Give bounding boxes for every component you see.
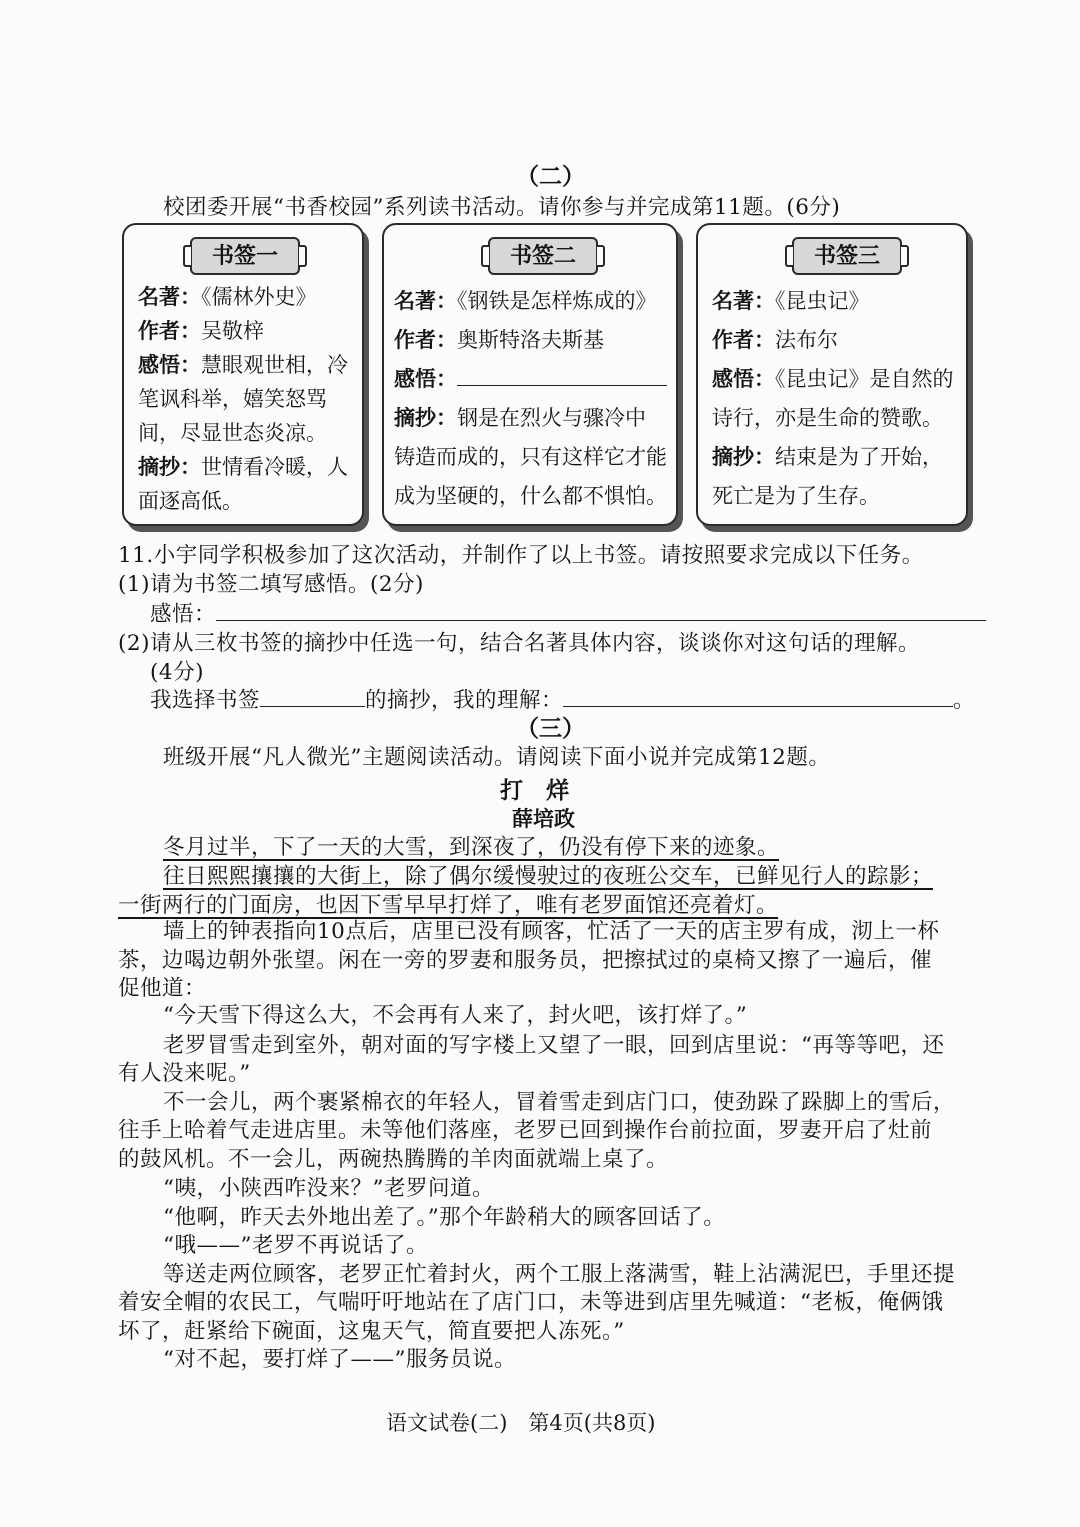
bookmark-line	[712, 363, 954, 393]
field-value: 世情看冷暖，人	[201, 455, 348, 479]
field-label: 作者：	[712, 328, 775, 352]
bookmark-line	[138, 281, 317, 311]
bookmark-line	[712, 285, 870, 315]
field-value: 吴敬梓	[201, 319, 264, 343]
bookmark-title-3: 书签三	[792, 237, 902, 275]
insight-blank[interactable]	[457, 365, 667, 386]
section-intro-2: 校团委开展“书香校园”系列读书活动。请你参与并完成第11题。(6分)	[163, 195, 841, 220]
page-footer: 语文试卷(二) 第4页(共8页)	[386, 1411, 656, 1435]
bookmark-line	[138, 485, 243, 515]
bookmark-line	[712, 480, 880, 510]
story-line: 冬月过半，下了一天的大雪，到深夜了，仍没有停下来的迹象。	[163, 835, 780, 860]
field-value: 铸造而成的，只有这样它才能	[394, 445, 667, 469]
bookmark-line	[138, 383, 327, 413]
field-value: 法布尔	[775, 328, 838, 352]
section-heading-2: （二）	[516, 163, 585, 190]
bookmark-line	[394, 402, 646, 432]
story-line: 不一会儿，两个裹紧棉衣的年轻人，冒着雪走到店门口，使劲跺了跺脚上的雪后，	[163, 1090, 956, 1115]
story-line: 往日熙熙攘攘的大街上，除了偶尔缓慢驶过的夜班公交车，已鲜见行人的踪影；	[163, 864, 934, 889]
story-line: 着安全帽的农民工，气喘吁吁地站在了店门口，未等进到店里先喊道：“老板，俺俩饿	[118, 1290, 944, 1315]
field-value: 死亡是为了生存。	[712, 484, 880, 508]
field-label: 感悟：	[138, 353, 201, 377]
field-value: 《昆虫记》是自然的	[775, 367, 954, 391]
story-line: 一街两行的门面房，也因下雪早早打烊了，唯有老罗面馆还亮着灯。	[118, 893, 779, 918]
field-label: 感悟：	[394, 367, 457, 391]
field-value: 《儒林外史》	[201, 285, 317, 309]
bookmark-title-1: 书签一	[190, 237, 300, 275]
story-line: 等送走两位顾客，老罗正忙着封火，两个工服上落满雪，鞋上沾满泥巴，手里还提	[163, 1262, 956, 1287]
question-11-stem: 11.小宇同学积极参加了这次活动，并制作了以上书签。请按照要求完成以下任务。	[118, 543, 924, 568]
story-line: 有人没来呢。”	[118, 1061, 251, 1086]
question-11-part-2: (2)请从三枚书签的摘抄中任选一句，结合名著具体内容，谈谈你对这句话的理解。	[118, 631, 920, 656]
section-heading-3: （三）	[516, 715, 585, 742]
field-value: 诗行，亦是生命的赞歌。	[712, 406, 943, 430]
field-value: 《钢铁是怎样炼成的》	[457, 289, 657, 313]
bookmark-line	[712, 441, 943, 471]
question-11-part-2-score: (4分)	[150, 660, 204, 685]
story-line: 茶，边喝边朝外张望。闲在一旁的罗妻和服务员，把擦拭过的桌椅又擦了一遍后，催	[118, 948, 933, 973]
answer-middle: 的摘抄，我的理解：	[365, 688, 564, 713]
story-line: “对不起，要打烊了——”服务员说。	[163, 1347, 516, 1372]
field-value: 奥斯特洛夫斯基	[457, 328, 604, 352]
field-value: 笔讽科举，嬉笑怒骂	[138, 387, 327, 411]
answer-blank-insight[interactable]	[216, 600, 986, 621]
field-label: 摘抄：	[138, 455, 201, 479]
bookmark-line	[138, 451, 348, 481]
answer-label: 感悟：	[150, 602, 217, 627]
question-11-part-1: (1)请为书签二填写感悟。(2分)	[118, 572, 424, 597]
story-line: 老罗冒雪走到室外，朝对面的写字楼上又望了一眼，回到店里说：“再等等吧，还	[163, 1033, 945, 1058]
section-intro-3: 班级开展“凡人微光”主题阅读活动。请阅读下面小说并完成第12题。	[163, 745, 831, 770]
story-author: 薛培政	[512, 806, 575, 831]
field-label: 名著：	[712, 289, 775, 313]
bookmark-line	[394, 363, 667, 393]
bookmark-card-2	[382, 223, 678, 526]
bookmark-line	[394, 480, 667, 510]
field-value: 慧眼观世相，冷	[201, 353, 348, 377]
question-11-part-1-answer	[150, 597, 986, 628]
bookmark-line	[138, 417, 327, 447]
field-label: 作者：	[138, 319, 201, 343]
bookmark-card-3	[696, 223, 968, 526]
answer-end: 。	[953, 688, 976, 713]
field-value: 成为坚硬的，什么都不惧怕。	[394, 484, 667, 508]
field-value: 钢是在烈火与骤冷中	[457, 406, 646, 430]
field-label: 作者：	[394, 328, 457, 352]
answer-blank-understanding[interactable]	[563, 686, 953, 707]
story-line: 促他道：	[118, 976, 207, 1001]
bookmark-line	[138, 349, 348, 379]
story-line: 往手上哈着气走进店里。未等他们落座，老罗已回到操作台前拉面，罗妻开启了灶前	[118, 1118, 933, 1143]
answer-prefix: 我选择书签	[150, 688, 261, 713]
story-line: “哦——”老罗不再说话了。	[163, 1233, 428, 1258]
bookmark-line	[138, 315, 264, 345]
story-line: 坏了，赶紧给下碗面，这鬼天气，简直要把人冻死。”	[118, 1319, 625, 1344]
story-line: 的鼓风机。不一会儿，两碗热腾腾的羊肉面就端上桌了。	[118, 1147, 669, 1172]
answer-blank-bookmark[interactable]	[260, 686, 365, 707]
field-value: 面逐高低。	[138, 489, 243, 513]
story-line: “今天雪下得这么大，不会再有人来了，封火吧，该打烊了。”	[163, 1003, 748, 1028]
story-line: “他啊，昨天去外地出差了。”那个年龄稍大的顾客回话了。	[163, 1205, 726, 1230]
bookmark-line	[394, 441, 667, 471]
story-line: 墙上的钟表指向10点后，店里已没有顾客，忙活了一天的店主罗有成，沏上一杯	[163, 919, 940, 944]
field-label: 名著：	[138, 285, 201, 309]
story-line: “咦，小陕西咋没来？”老罗问道。	[163, 1176, 494, 1201]
bookmark-line	[394, 324, 604, 354]
bookmark-card-1	[122, 223, 364, 526]
field-value: 间，尽显世态炎凉。	[138, 421, 327, 445]
bookmark-line	[394, 285, 657, 315]
bookmark-line	[712, 324, 838, 354]
field-label: 摘抄：	[712, 445, 775, 469]
bookmark-line	[712, 402, 943, 432]
field-label: 摘抄：	[394, 406, 457, 430]
field-value: 《昆虫记》	[775, 289, 870, 313]
field-label: 感悟：	[712, 367, 775, 391]
story-title: 打 烊	[500, 777, 569, 804]
field-value: 结束是为了开始，	[775, 445, 943, 469]
bookmark-title-2: 书签二	[488, 237, 598, 275]
field-label: 名著：	[394, 289, 457, 313]
